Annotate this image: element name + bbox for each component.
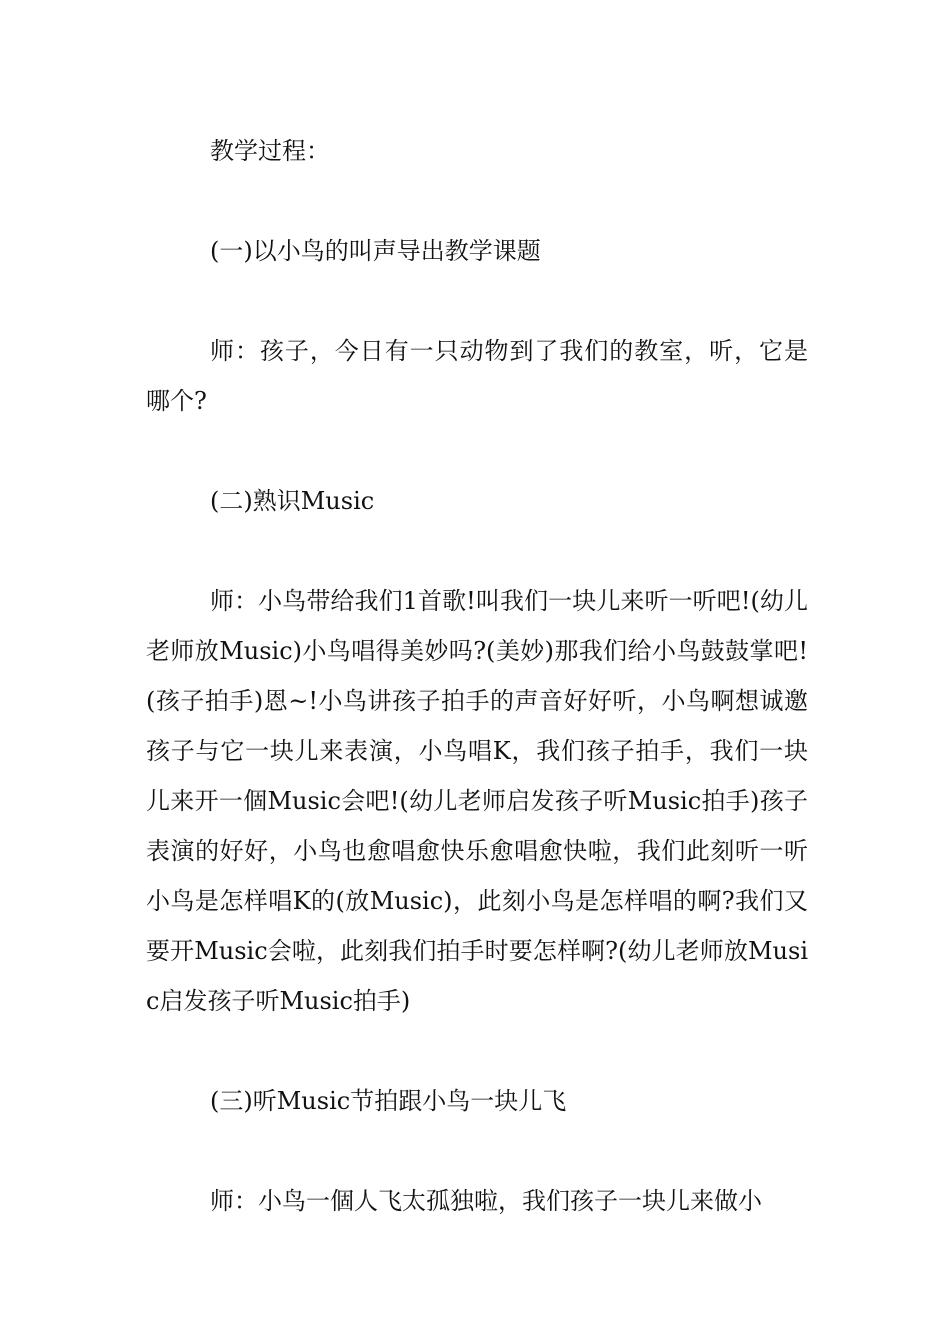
document-body	[146, 126, 808, 1226]
section-heading-3: (三)听Music节拍跟小鸟一块儿飞	[210, 1087, 567, 1115]
section-heading-1: (一)以小鸟的叫声导出教学课题	[210, 237, 541, 265]
body-paragraph-2: 师：小鸟带给我们1首歌!叫我们一块儿来听一听吧!(幼儿老师放Music)小鸟唱得美妙吗?(美妙)那我们给小鸟鼓鼓掌吧!(孩子拍手)恩~!小鸟讲孩子拍手的声音好好听，小鸟啊想诚邀孩子与它一块儿来表演，小鸟唱K，我们孩子拍手，我们一块儿来开一個Music会吧!(幼儿老师启发孩子听Music拍手)孩子表演的好好，小鸟也愈唱愈快乐愈唱愈快啦，我们此刻听一听小鸟是怎样唱K的(放Music)，此刻小鸟是怎样唱的啊?我们又要开Music会啦，此刻我们拍手时要怎样啊?(幼儿老师放Music启发孩子听Music拍手)	[146, 587, 808, 1015]
body-paragraph-1: 师：孩子，今日有一只动物到了我们的教室，听，它是哪个?	[146, 337, 808, 415]
section-heading-process: 教学过程：	[210, 137, 330, 165]
body-paragraph-3: 师：小鸟一個人飞太孤独啦，我们孩子一块儿来做小	[210, 1187, 762, 1215]
section-heading-2: (二)熟识Music	[210, 487, 375, 515]
